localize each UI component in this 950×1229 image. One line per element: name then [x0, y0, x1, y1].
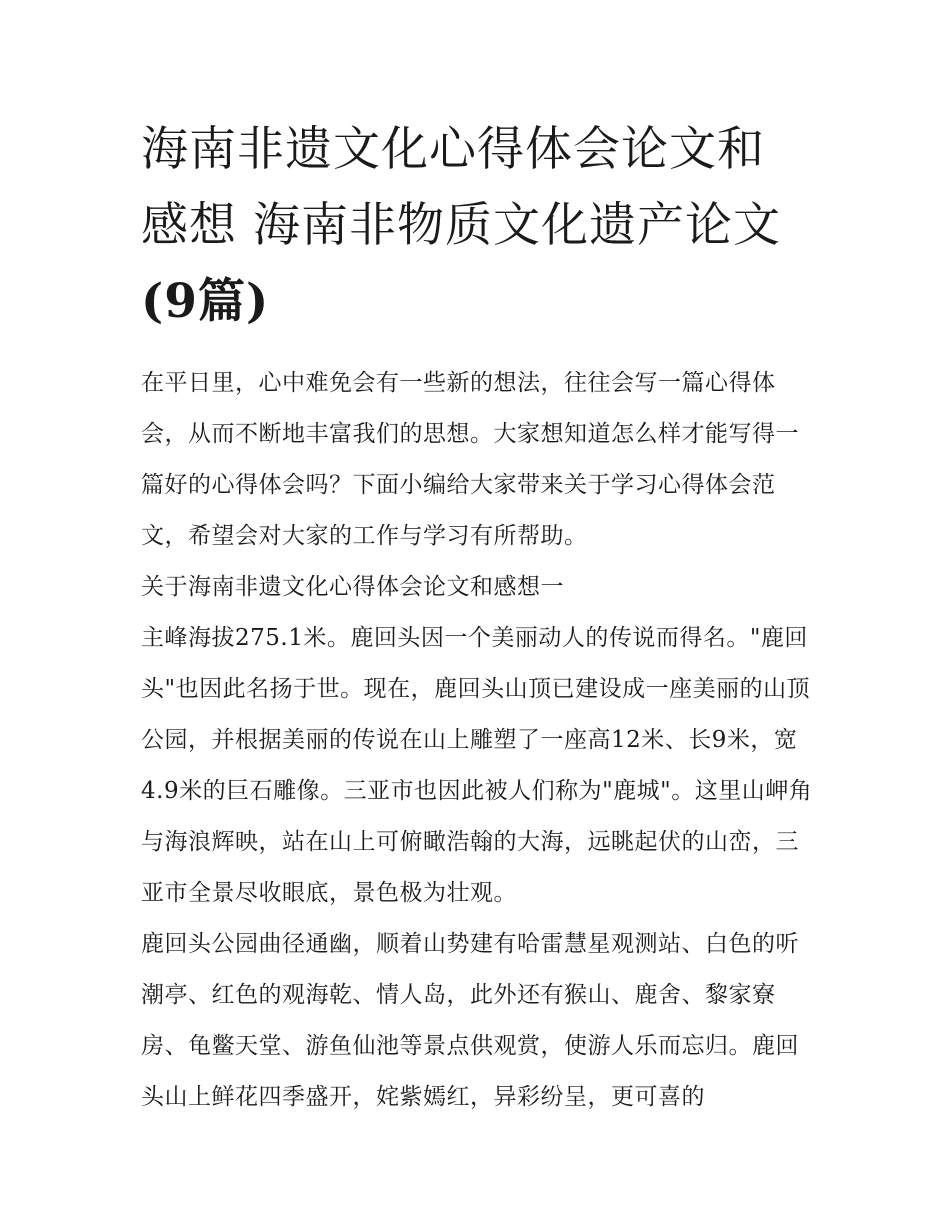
section-heading: 关于海南非遗文化心得体会论文和感想一 [141, 574, 564, 600]
intro-paragraph: 在平日里，心中难免会有一些新的想法，往往会写一篇心得体会，从而不断地丰富我们的思想。大家想知道怎么样才能写得一篇好的心得体会吗？下面小编给大家带来关于学习心得体会范文，希望会对大家的工作与学习有所帮助。 [141, 370, 799, 549]
body-paragraph: 主峰海拔275.1米。鹿回头因一个美丽动人的传说而得名。"鹿回头"也因此名扬于世。现在，鹿回头山顶已建设成一座美丽的山顶公园，并根据美丽的传说在山上雕塑了一座高12米、长9米，宽4.9米的巨石雕像。三亚市也因此被人们称为"鹿城"。这里山岬角与海浪辉映，站在山上可俯瞰浩翰的大海，远眺起伏的山峦，三亚市全景尽收眼底，景色极为壮观。 [141, 625, 813, 906]
body-paragraph: 鹿回头公园曲径通幽，顺着山势建有哈雷慧星观测站、白色的听潮亭、红色的观海乾、情人岛，此外还有猴山、鹿舍、黎家寮房、龟鳖天堂、游鱼仙池等景点供观赏，使游人乐而忘归。鹿回头山上鲜花四季盛开，姹紫嫣红，异彩纷呈，更可喜的 [141, 931, 799, 1110]
document-page [141, 112, 821, 1123]
document-title [141, 112, 821, 340]
document-body [141, 358, 821, 1123]
title-line-2: 感想 海南非物质文化遗产论文 [141, 198, 781, 253]
title-line-1: 海南非遗文化心得体会论文和 [141, 122, 765, 177]
title-line-3: (9篇) [141, 274, 270, 329]
